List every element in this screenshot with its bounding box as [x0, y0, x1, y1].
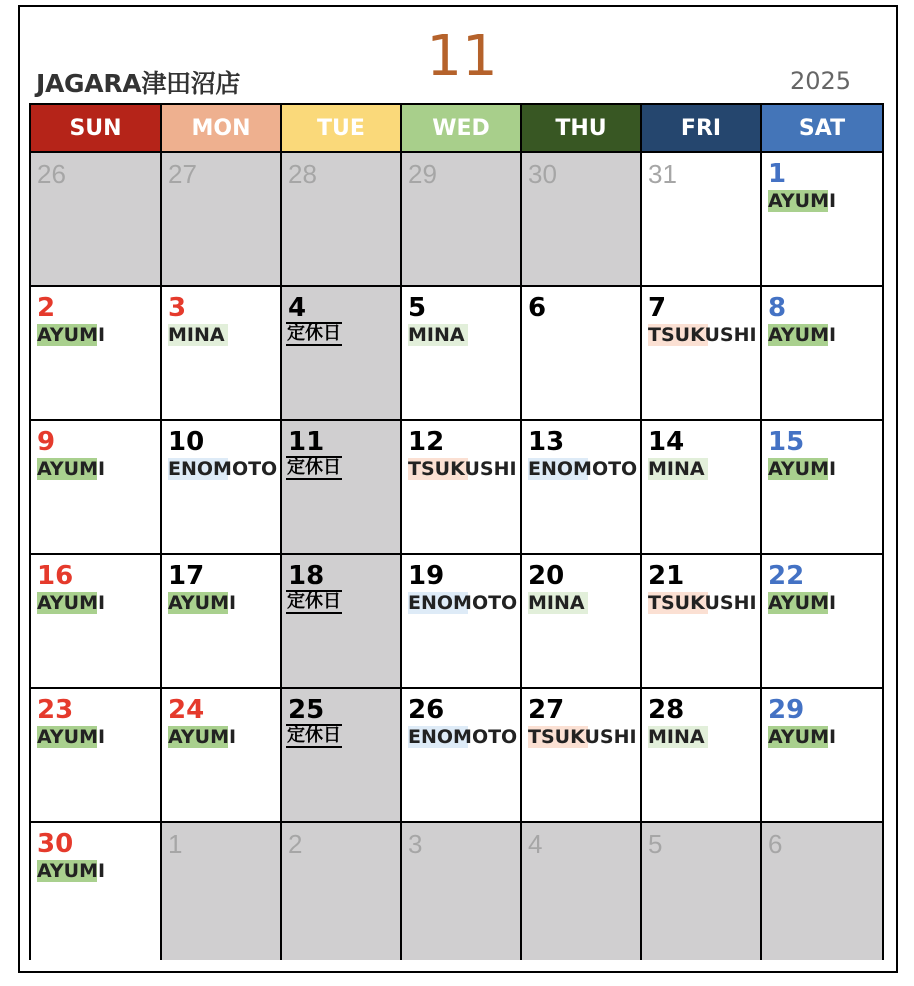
staff-name: MINA	[648, 458, 705, 480]
day-cell[interactable]	[31, 555, 162, 687]
day-cell[interactable]	[762, 153, 882, 285]
day-cell[interactable]	[642, 823, 762, 960]
staff-name: MINA	[408, 324, 465, 346]
week-row	[31, 153, 882, 287]
day-cell[interactable]	[402, 823, 522, 960]
staff-name: AYUMI	[37, 860, 106, 882]
day-number: 27	[528, 695, 565, 725]
day-number: 29	[768, 695, 805, 725]
weekday-sat: SAT	[762, 105, 882, 151]
day-cell[interactable]	[762, 555, 882, 687]
day-number: 29	[408, 159, 437, 189]
day-number: 10	[168, 427, 205, 457]
staff-name: ENOMOTO	[408, 726, 518, 748]
staff-name: AYUMI	[768, 726, 837, 748]
staff-name: AYUMI	[37, 458, 106, 480]
week-row	[31, 689, 882, 823]
weekday-header	[31, 105, 882, 153]
day-cell[interactable]	[642, 555, 762, 687]
closed-day-label: 定休日	[287, 591, 341, 612]
staff-name: ENOMOTO	[168, 458, 278, 480]
staff-name: MINA	[168, 324, 225, 346]
day-grid	[31, 153, 882, 960]
staff-name: TSUKUSHI	[648, 324, 757, 346]
day-number: 9	[37, 427, 56, 457]
day-number: 3	[408, 829, 423, 859]
day-cell[interactable]	[522, 153, 642, 285]
day-number: 26	[408, 695, 445, 725]
staff-name: AYUMI	[768, 190, 837, 212]
day-cell[interactable]	[642, 689, 762, 821]
day-cell[interactable]	[642, 153, 762, 285]
staff-name: ENOMOTO	[408, 592, 518, 614]
day-cell[interactable]	[162, 421, 282, 553]
day-cell[interactable]	[31, 421, 162, 553]
day-number: 2	[288, 829, 303, 859]
day-cell[interactable]	[31, 153, 162, 285]
day-number: 3	[168, 293, 187, 323]
staff-name: AYUMI	[37, 726, 106, 748]
day-number: 5	[648, 829, 663, 859]
staff-name: AYUMI	[37, 324, 106, 346]
weekday-mon: MON	[162, 105, 282, 151]
staff-name: AYUMI	[768, 458, 837, 480]
weekday-thu: THU	[522, 105, 642, 151]
staff-name: AYUMI	[168, 592, 237, 614]
day-cell[interactable]	[402, 287, 522, 419]
week-row	[31, 421, 882, 555]
day-number: 28	[648, 695, 685, 725]
day-cell[interactable]	[31, 287, 162, 419]
day-number: 23	[37, 695, 74, 725]
day-number: 14	[648, 427, 685, 457]
staff-name: TSUKUSHI	[528, 726, 637, 748]
day-number: 21	[648, 561, 685, 591]
day-cell[interactable]	[282, 287, 402, 419]
day-cell[interactable]	[522, 555, 642, 687]
staff-name: MINA	[648, 726, 705, 748]
closed-day-label: 定休日	[287, 725, 341, 746]
day-cell[interactable]	[762, 689, 882, 821]
closed-day-label: 定休日	[287, 457, 341, 478]
day-number: 4	[288, 293, 307, 323]
week-row	[31, 823, 882, 960]
day-cell[interactable]	[282, 689, 402, 821]
weekday-wed: WED	[402, 105, 522, 151]
day-cell[interactable]	[402, 153, 522, 285]
day-cell[interactable]	[31, 689, 162, 821]
day-cell[interactable]	[282, 153, 402, 285]
day-number: 12	[408, 427, 445, 457]
staff-name: AYUMI	[768, 592, 837, 614]
day-cell[interactable]	[282, 555, 402, 687]
day-number: 1	[768, 159, 787, 189]
day-cell[interactable]	[522, 287, 642, 419]
week-row	[31, 287, 882, 421]
day-cell[interactable]	[31, 823, 162, 960]
day-cell[interactable]	[402, 421, 522, 553]
weekday-tue: TUE	[282, 105, 402, 151]
day-number: 15	[768, 427, 805, 457]
day-cell[interactable]	[642, 287, 762, 419]
day-number: 28	[288, 159, 317, 189]
day-cell[interactable]	[162, 689, 282, 821]
day-number: 6	[768, 829, 783, 859]
day-cell[interactable]	[762, 823, 882, 960]
weekday-sun: SUN	[31, 105, 162, 151]
staff-name: AYUMI	[37, 592, 106, 614]
day-number: 8	[768, 293, 787, 323]
day-number: 26	[37, 159, 66, 189]
day-cell[interactable]	[282, 421, 402, 553]
day-number: 18	[288, 561, 325, 591]
week-row	[31, 555, 882, 689]
day-number: 11	[288, 427, 325, 457]
staff-name: TSUKUSHI	[648, 592, 757, 614]
day-number: 30	[37, 829, 74, 859]
day-number: 31	[648, 159, 677, 189]
day-number: 5	[408, 293, 427, 323]
calendar-grid	[29, 103, 884, 960]
day-number: 22	[768, 561, 805, 591]
staff-name: TSUKUSHI	[408, 458, 517, 480]
day-number: 24	[168, 695, 205, 725]
day-cell[interactable]	[522, 421, 642, 553]
day-cell[interactable]	[162, 287, 282, 419]
day-cell[interactable]	[402, 555, 522, 687]
day-cell[interactable]	[762, 287, 882, 419]
store-name: JAGARA津田沼店	[36, 69, 241, 98]
day-number: 13	[528, 427, 565, 457]
day-cell[interactable]	[282, 823, 402, 960]
day-cell[interactable]	[642, 421, 762, 553]
day-cell[interactable]	[762, 421, 882, 553]
day-number: 17	[168, 561, 205, 591]
day-cell[interactable]	[522, 823, 642, 960]
day-cell[interactable]	[522, 689, 642, 821]
staff-name: MINA	[528, 592, 585, 614]
day-number: 27	[168, 159, 197, 189]
staff-name: AYUMI	[168, 726, 237, 748]
day-cell[interactable]	[162, 153, 282, 285]
day-number: 7	[648, 293, 667, 323]
closed-day-label: 定休日	[287, 323, 341, 344]
day-cell[interactable]	[162, 823, 282, 960]
day-number: 25	[288, 695, 325, 725]
month-number: 11	[426, 24, 498, 89]
day-number: 20	[528, 561, 565, 591]
day-number: 4	[528, 829, 543, 859]
day-number: 2	[37, 293, 56, 323]
day-cell[interactable]	[162, 555, 282, 687]
day-number: 30	[528, 159, 557, 189]
year-label: 2025	[790, 67, 852, 95]
weekday-fri: FRI	[642, 105, 762, 151]
day-number: 19	[408, 561, 445, 591]
day-cell[interactable]	[402, 689, 522, 821]
staff-name: ENOMOTO	[528, 458, 638, 480]
day-number: 1	[168, 829, 183, 859]
staff-name: AYUMI	[768, 324, 837, 346]
day-number: 6	[528, 293, 547, 323]
day-number: 16	[37, 561, 74, 591]
